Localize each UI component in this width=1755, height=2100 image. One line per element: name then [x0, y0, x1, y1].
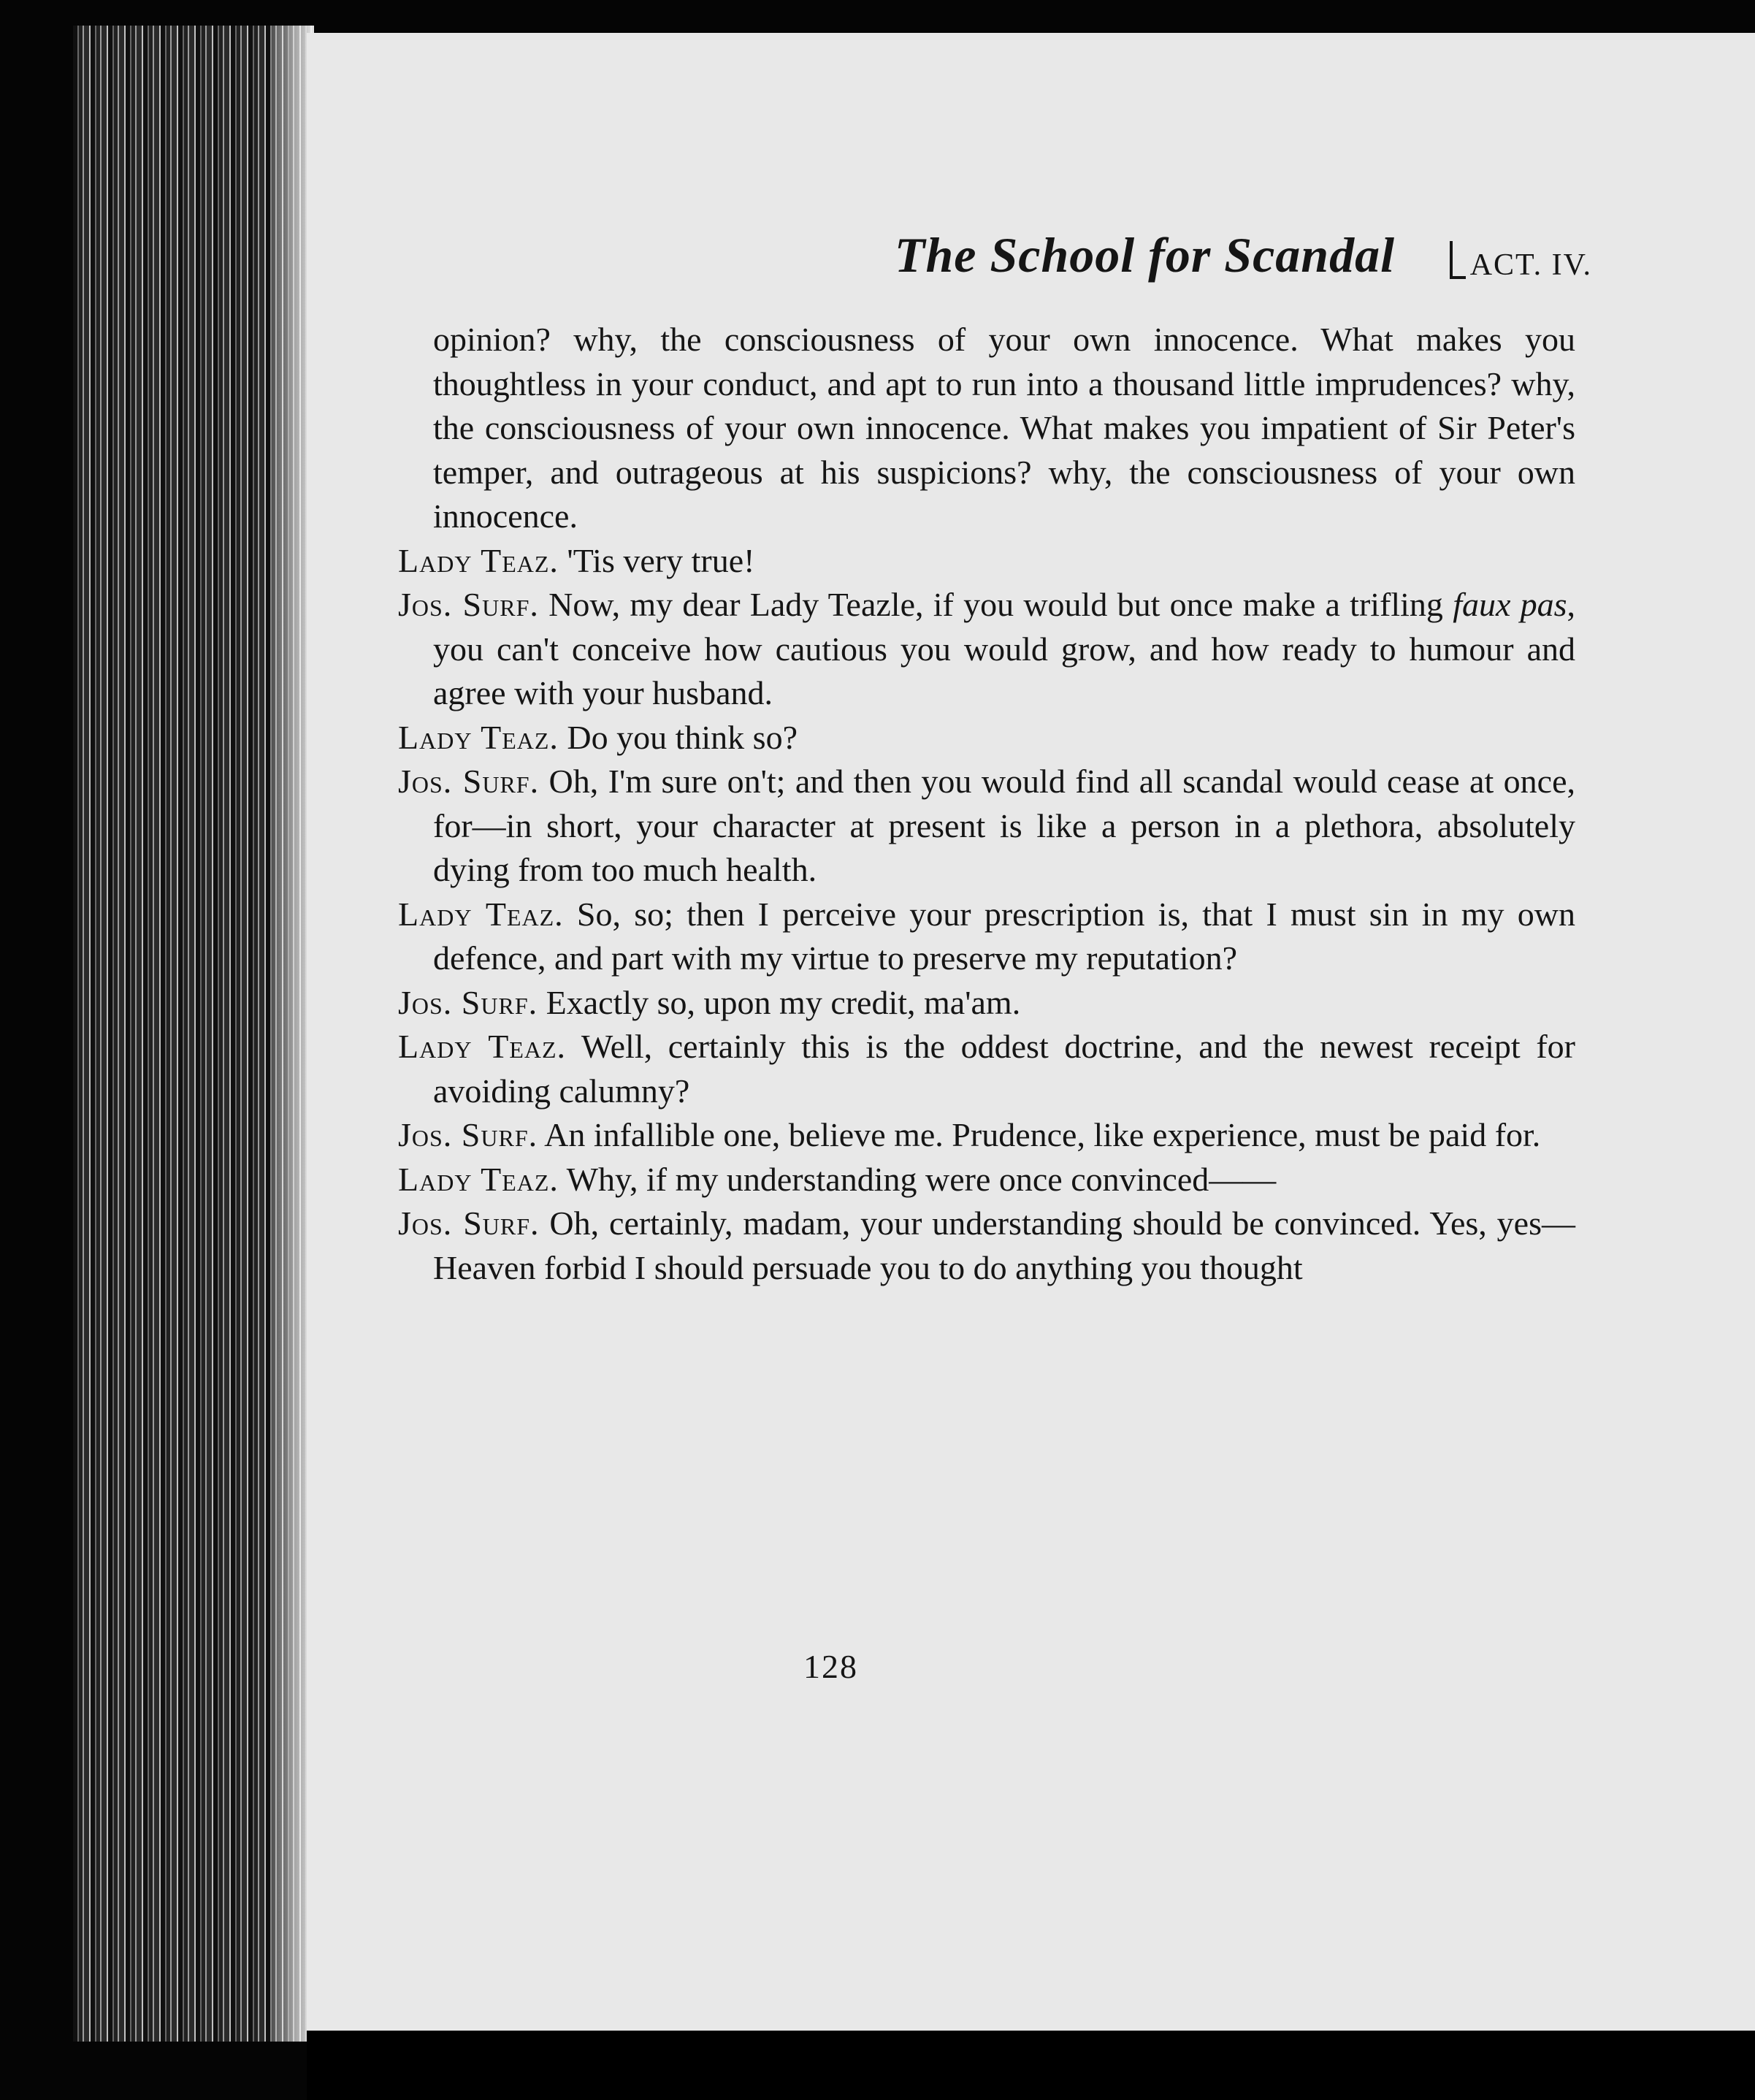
- speech-text: , you can't conceive how cautious you would grow, and how ready to humour and agree with your husband.: [433, 586, 1576, 711]
- speaker-name: Jos. Surf.: [398, 763, 540, 800]
- speaker-name: Lady Teaz.: [398, 1028, 567, 1065]
- speech-text: Why, if my understanding were once convinced——: [566, 1160, 1277, 1198]
- speech: [398, 1113, 1575, 1158]
- speech-text: An infallible one, believe me. Prudence, like experience, must be paid for.: [544, 1116, 1541, 1153]
- speech-text: 'Tis very true!: [567, 541, 755, 579]
- running-title: The School for Scandal: [894, 227, 1395, 283]
- speaker-name: Lady Teaz.: [398, 895, 564, 933]
- continuation-paragraph: opinion? why, the consciousness of your own innocence. What makes you thoughtless in your conduct, and apt to run into a thousand little imprudences? why, the consciousness of your own innocence. What makes you impatient of Sir Peter's temper, and outrageous at his suspicions? why, the consciousness of your own innocence.: [433, 321, 1575, 535]
- running-header: [570, 212, 1592, 299]
- speech: [398, 716, 1575, 760]
- speaker-name: Lady Teaz.: [398, 718, 559, 756]
- speech: [398, 981, 1575, 1026]
- speaker-name: Jos. Surf.: [398, 586, 539, 623]
- page-number: 128: [803, 1648, 858, 1685]
- speaker-name: Jos. Surf.: [398, 1116, 538, 1153]
- play-text: [398, 318, 1575, 1290]
- speech-italic-phrase: faux pas: [1453, 586, 1567, 623]
- speech: [398, 1158, 1575, 1202]
- speech-text: Do you think so?: [567, 718, 798, 756]
- speaker-name: Jos. Surf.: [398, 983, 538, 1021]
- act-label: ACT. IV.: [1450, 241, 1592, 283]
- speech-text: Exactly so, upon my credit, ma'am.: [546, 983, 1021, 1021]
- speech: [398, 1202, 1575, 1290]
- speaker-name: Lady Teaz.: [398, 541, 559, 579]
- speech: [398, 583, 1575, 716]
- speech-text: Oh, I'm sure on't; and then you would find all scandal would cease at once, for—in short, your character at present is like a person in a plethora, absolutely dying from too much health.: [433, 763, 1576, 888]
- speaker-name: Lady Teaz.: [398, 1160, 559, 1198]
- speech-text: So, so; then I perceive your prescription is, that I must sin in my own defence, and part with my virtue to preserve my reputation?: [433, 895, 1575, 977]
- speech: [398, 760, 1575, 893]
- speaker-name: Jos. Surf.: [398, 1204, 540, 1242]
- speech-text: Now, my dear Lady Teazle, if you would but once make a trifling: [548, 586, 1443, 623]
- book-page-edges: [73, 26, 314, 2042]
- speech-text: Well, certainly this is the oddest doctrine, and the newest receipt for avoiding calumny?: [433, 1028, 1575, 1110]
- speech-text: Oh, certainly, madam, your understanding should be convinced. Yes, yes—Heaven forbid I should persuade you to do anything you thought: [433, 1204, 1576, 1286]
- speech: [398, 1025, 1575, 1113]
- speech: [398, 539, 1575, 584]
- speech: [398, 893, 1575, 981]
- scan-bottom-edge: [307, 2031, 1755, 2100]
